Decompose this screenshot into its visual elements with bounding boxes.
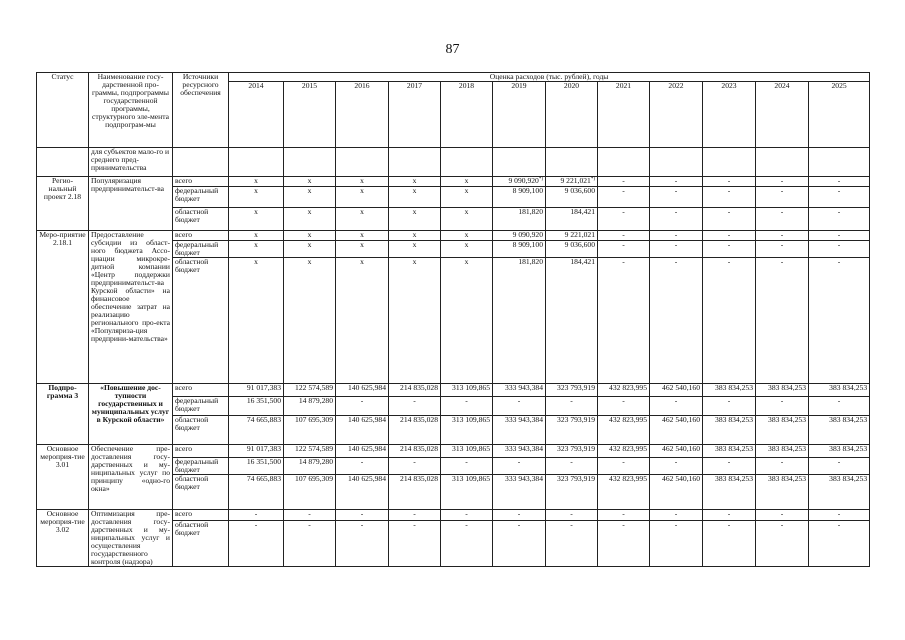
value-cell: -	[650, 208, 703, 231]
year-header: 2023	[703, 82, 756, 148]
status-cell: Подпро-грамма 3	[37, 383, 89, 444]
value-cell: x	[284, 241, 336, 258]
value-cell: -	[493, 509, 546, 520]
value-cell: -	[703, 177, 756, 187]
year-header: 2015	[284, 82, 336, 148]
value-cell: x	[229, 231, 284, 241]
value-cell: 91 017,383	[229, 444, 284, 457]
value-cell: -	[441, 520, 493, 566]
value-cell: -	[756, 208, 809, 231]
value-cell: x	[389, 231, 441, 241]
source-cell: областной бюджет	[173, 257, 229, 383]
value-cell: -	[493, 396, 546, 415]
value-cell: -	[336, 457, 389, 474]
source-cell: всего	[173, 509, 229, 520]
value-cell: -	[703, 520, 756, 566]
name-cell: Обеспечение пре-доставления госу-дарственных и му-ниципальных услуг по принципу «одно-го окна»	[89, 444, 173, 509]
value-cell: -	[546, 457, 598, 474]
value-cell: x	[336, 241, 389, 258]
value-cell: 74 665,883	[229, 474, 284, 509]
value-cell: -	[703, 257, 756, 383]
value-cell: 383 834,253	[703, 383, 756, 396]
value-cell: 333 943,384	[493, 474, 546, 509]
year-header: 2019	[493, 82, 546, 148]
value-cell: -	[546, 520, 598, 566]
status-cell: Основное мероприя-тие 3.01	[37, 444, 89, 509]
value-cell: -	[756, 257, 809, 383]
value-cell: -	[809, 396, 870, 415]
source-cell: федеральный бюджет	[173, 187, 229, 208]
value-cell: -	[336, 520, 389, 566]
year-header: 2018	[441, 82, 493, 148]
value-cell: 9 090,920	[493, 231, 546, 241]
value-cell: x	[229, 257, 284, 383]
value-cell: 9 221,021	[546, 231, 598, 241]
name-cell: Предоставление субсидии из област-ного бюджета Ассо-циации микрокре-дитной компании «Центр поддержки предпринимательст-ва Курской области» на финансовое обеспечение затрат на реализацию регионального про-екта «Популяриза-ция предприни-мательства»	[89, 231, 173, 384]
year-header: 2024	[756, 82, 809, 148]
source-cell: всего	[173, 383, 229, 396]
value-cell: -	[389, 457, 441, 474]
value-cell: 383 834,253	[809, 415, 870, 444]
value-cell: 383 834,253	[703, 415, 756, 444]
value-cell: -	[546, 509, 598, 520]
value-cell: 333 943,384	[493, 383, 546, 396]
value-cell: -	[598, 241, 650, 258]
continuation-row	[37, 148, 870, 177]
value-cell: -	[598, 257, 650, 383]
value-cell: 383 834,253	[756, 444, 809, 457]
value-cell: 432 823,995	[598, 474, 650, 509]
value-cell: -	[809, 257, 870, 383]
page-number: 87	[445, 42, 460, 57]
value-cell: 313 109,865	[441, 474, 493, 509]
value-cell: -	[703, 457, 756, 474]
value-cell: 383 834,253	[809, 383, 870, 396]
status-cell: Регио-нальный проект 2.18	[37, 177, 89, 231]
name-cell: Популяризация предпринимательст-ва	[89, 177, 173, 231]
value-cell: -	[284, 520, 336, 566]
header-row	[37, 73, 870, 82]
year-header: 2016	[336, 82, 389, 148]
value-cell: 14 879,280	[284, 457, 336, 474]
status-cell: Основное мероприя-тие 3.02	[37, 509, 89, 566]
value-cell: -	[809, 177, 870, 187]
value-cell: 214 835,028	[389, 383, 441, 396]
value-cell: 214 835,028	[389, 474, 441, 509]
value-cell: -	[650, 241, 703, 258]
source-cell: всего	[173, 444, 229, 457]
value-cell: x	[441, 208, 493, 231]
value-cell: -	[703, 241, 756, 258]
status-cell: Меро-приятие 2.18.1	[37, 231, 89, 384]
value-cell: -	[809, 208, 870, 231]
year-header: 2022	[650, 82, 703, 148]
value-cell: -	[598, 396, 650, 415]
value-cell: -	[650, 457, 703, 474]
source-cell: федеральный бюджет	[173, 457, 229, 474]
year-header: 2020	[546, 82, 598, 148]
value-cell: -	[389, 509, 441, 520]
source-cell: областной бюджет	[173, 208, 229, 231]
continuation-text: для субъектов мало-го и среднего пред-принимательства	[89, 148, 173, 177]
value-cell: -	[546, 396, 598, 415]
value-cell: 432 823,995	[598, 444, 650, 457]
value-cell: -	[703, 231, 756, 241]
value-cell: x	[389, 208, 441, 231]
value-cell: -	[756, 520, 809, 566]
value-cell: 462 540,160	[650, 415, 703, 444]
value-cell: x	[336, 257, 389, 383]
value-cell: -	[493, 520, 546, 566]
estimate-header: Оценка расходов (тыс. рублей), годы	[229, 73, 870, 82]
value-cell: x	[229, 177, 284, 187]
name-header: Наименование госу-дарственной про-граммы, подпрограммы государственной программы, структурного эле-мента подпрограм-мы	[89, 73, 173, 148]
value-cell: -	[809, 509, 870, 520]
source-cell: областной бюджет	[173, 520, 229, 566]
source-cell: федеральный бюджет	[173, 241, 229, 258]
sources-header: Источники ресурсного обеспечения	[173, 73, 229, 148]
value-cell: -	[598, 457, 650, 474]
value-cell: 462 540,160	[650, 474, 703, 509]
value-cell: -	[650, 509, 703, 520]
expenditure-table	[36, 72, 870, 567]
value-cell: -	[650, 231, 703, 241]
value-cell: 122 574,589	[284, 444, 336, 457]
value-cell: 333 943,384	[493, 444, 546, 457]
value-cell: 9 090,920*)	[493, 177, 546, 187]
value-cell: 181,820	[493, 257, 546, 383]
source-cell: областной бюджет	[173, 415, 229, 444]
value-cell: -	[650, 187, 703, 208]
value-cell: -	[756, 241, 809, 258]
value-cell: x	[336, 231, 389, 241]
table-row	[37, 177, 870, 187]
value-cell: 184,421	[546, 257, 598, 383]
value-cell: x	[229, 208, 284, 231]
value-cell: 462 540,160	[650, 444, 703, 457]
value-cell: 140 625,984	[336, 444, 389, 457]
value-cell: -	[284, 509, 336, 520]
value-cell: 214 835,028	[389, 415, 441, 444]
value-cell: -	[756, 187, 809, 208]
value-cell: 383 834,253	[809, 444, 870, 457]
source-cell: федеральный бюджет	[173, 396, 229, 415]
value-cell: -	[703, 509, 756, 520]
value-cell: 9 221,021*)	[546, 177, 598, 187]
value-cell: -	[703, 187, 756, 208]
value-cell: -	[598, 231, 650, 241]
name-cell: «Повышение дос-тупности государственных и муниципальных услуг в Курской области»	[89, 383, 173, 444]
value-cell: -	[441, 396, 493, 415]
value-cell: -	[441, 457, 493, 474]
value-cell: 432 823,995	[598, 415, 650, 444]
value-cell: x	[284, 257, 336, 383]
value-cell: 383 834,253	[703, 444, 756, 457]
value-cell: 140 625,984	[336, 474, 389, 509]
source-cell: всего	[173, 231, 229, 241]
source-cell: областной бюджет	[173, 474, 229, 509]
value-cell: x	[441, 257, 493, 383]
value-cell: -	[598, 509, 650, 520]
value-cell: 140 625,984	[336, 415, 389, 444]
value-cell: -	[229, 520, 284, 566]
value-cell: -	[229, 509, 284, 520]
status-header: Статус	[37, 73, 89, 148]
value-cell: 8 909,100	[493, 187, 546, 208]
value-cell: 383 834,253	[809, 474, 870, 509]
value-cell: -	[650, 520, 703, 566]
value-cell: x	[229, 187, 284, 208]
value-cell: -	[809, 241, 870, 258]
value-cell: x	[389, 177, 441, 187]
value-cell: 122 574,589	[284, 383, 336, 396]
value-cell: 313 109,865	[441, 444, 493, 457]
value-cell: x	[441, 177, 493, 187]
value-cell: 140 625,984	[336, 383, 389, 396]
table-row	[37, 444, 870, 457]
value-cell: x	[336, 208, 389, 231]
value-cell: 462 540,160	[650, 383, 703, 396]
value-cell: -	[598, 520, 650, 566]
value-cell: x	[441, 187, 493, 208]
value-cell: 313 109,865	[441, 415, 493, 444]
value-cell: -	[809, 520, 870, 566]
value-cell: -	[809, 231, 870, 241]
value-cell: -	[336, 509, 389, 520]
value-cell: x	[284, 177, 336, 187]
value-cell: x	[441, 231, 493, 241]
value-cell: x	[284, 208, 336, 231]
value-cell: 107 695,309	[284, 474, 336, 509]
value-cell: 333 943,384	[493, 415, 546, 444]
value-cell: -	[389, 520, 441, 566]
value-cell: -	[703, 208, 756, 231]
value-cell: 214 835,028	[389, 444, 441, 457]
value-cell: 184,421	[546, 208, 598, 231]
value-cell: 323 793,919	[546, 444, 598, 457]
value-cell: -	[598, 177, 650, 187]
value-cell: -	[650, 396, 703, 415]
value-cell: -	[598, 208, 650, 231]
value-cell: 91 017,383	[229, 383, 284, 396]
value-cell: 9 036,600	[546, 187, 598, 208]
value-cell: 383 834,253	[756, 474, 809, 509]
value-cell: -	[441, 509, 493, 520]
value-cell: -	[756, 177, 809, 187]
value-cell: x	[229, 241, 284, 258]
value-cell: -	[756, 457, 809, 474]
value-cell: x	[389, 187, 441, 208]
table-row	[37, 383, 870, 396]
year-header: 2025	[809, 82, 870, 148]
value-cell: 9 036,600	[546, 241, 598, 258]
value-cell: 8 909,100	[493, 241, 546, 258]
value-cell: x	[336, 177, 389, 187]
value-cell: 181,820	[493, 208, 546, 231]
value-cell: -	[756, 231, 809, 241]
value-cell: 323 793,919	[546, 383, 598, 396]
footnote-mark: *)	[538, 177, 543, 182]
year-header: 2014	[229, 82, 284, 148]
value-cell: 432 823,995	[598, 383, 650, 396]
value-cell: x	[389, 241, 441, 258]
value-cell: 323 793,919	[546, 415, 598, 444]
footnote-mark: *)	[590, 177, 595, 182]
value-cell: 16 351,500	[229, 457, 284, 474]
value-cell: 383 834,253	[703, 474, 756, 509]
value-cell: 383 834,253	[756, 415, 809, 444]
value-cell: -	[389, 396, 441, 415]
value-cell: -	[336, 396, 389, 415]
value-cell: -	[703, 396, 756, 415]
value-cell: 16 351,500	[229, 396, 284, 415]
value-cell: -	[756, 396, 809, 415]
value-cell: x	[284, 231, 336, 241]
name-cell: Оптимизация пре-доставления госу-дарственных и му-ниципальных услуг и осуществления государственного контроля (надзора)	[89, 509, 173, 566]
value-cell: 74 665,883	[229, 415, 284, 444]
value-cell: 383 834,253	[756, 383, 809, 396]
value-cell: x	[389, 257, 441, 383]
value-cell: -	[756, 509, 809, 520]
value-cell: -	[809, 457, 870, 474]
table-row	[37, 231, 870, 241]
source-cell: всего	[173, 177, 229, 187]
value-cell: 14 879,280	[284, 396, 336, 415]
value-cell: -	[809, 187, 870, 208]
value-cell: -	[650, 257, 703, 383]
year-header: 2017	[389, 82, 441, 148]
value-cell: 313 109,865	[441, 383, 493, 396]
value-cell: 107 695,309	[284, 415, 336, 444]
value-cell: -	[598, 187, 650, 208]
value-cell: x	[336, 187, 389, 208]
year-header: 2021	[598, 82, 650, 148]
value-cell: -	[650, 177, 703, 187]
value-cell: x	[441, 241, 493, 258]
value-cell: -	[493, 457, 546, 474]
value-cell: 323 793,919	[546, 474, 598, 509]
value-cell: x	[284, 187, 336, 208]
table-row	[37, 509, 870, 520]
